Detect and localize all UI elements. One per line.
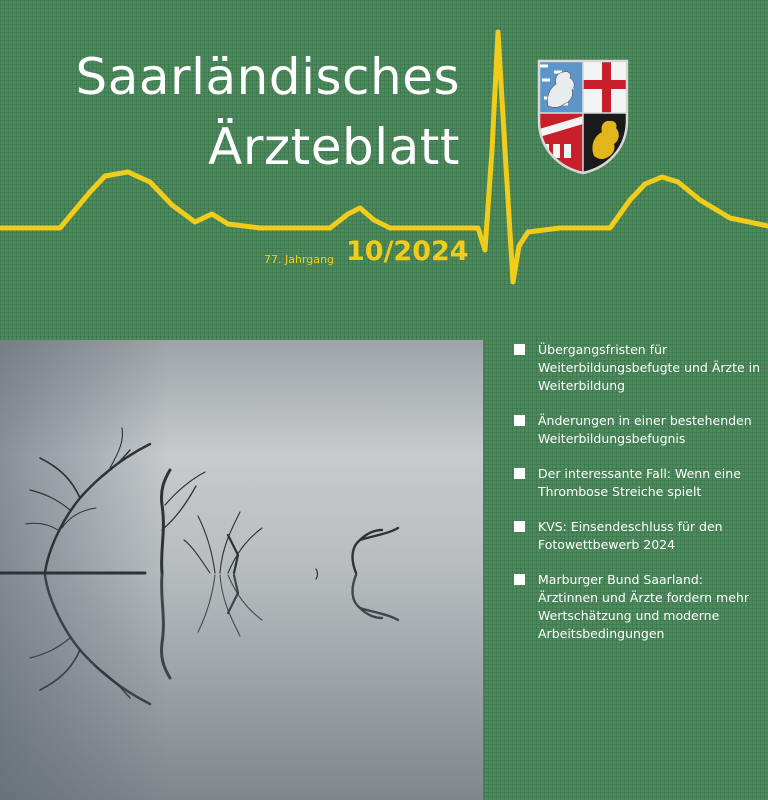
square-bullet-icon: [514, 344, 525, 355]
toc-item-text: Übergangsfristen für Weiterbildungsbefugte und Ärzte in Weiterbildung: [538, 342, 761, 393]
volume-label: 77. Jahrgang: [264, 253, 334, 266]
toc-item-text: Marburger Bund Saarland: Ärztinnen und Ärzte fordern mehr Wertschätzung und moderne Arbeitsbedingungen: [538, 572, 749, 641]
magazine-title-line1: Saarländisches: [75, 48, 460, 106]
issue-number: 10/2024: [346, 236, 469, 267]
saarland-coat-of-arms-icon: [536, 58, 630, 176]
toc-item-text: Änderungen in einer bestehenden Weiterbildungsbefugnis: [538, 413, 752, 446]
toc-item[interactable]: [512, 341, 762, 395]
toc-item-text: Der interessante Fall: Wenn eine Thrombose Streiche spielt: [538, 466, 741, 499]
square-bullet-icon: [514, 468, 525, 479]
toc-item[interactable]: [512, 571, 762, 643]
table-of-contents: [512, 341, 762, 660]
toc-item[interactable]: [512, 465, 762, 501]
misty-lake-trees-photo: [0, 340, 483, 800]
square-bullet-icon: [514, 574, 525, 585]
square-bullet-icon: [514, 415, 525, 426]
toc-item[interactable]: [512, 518, 762, 554]
toc-item[interactable]: [512, 412, 762, 448]
magazine-title-line2: Ärzteblatt: [208, 118, 460, 176]
toc-item-text: KVS: Einsendeschluss für den Fotowettbewerb 2024: [538, 519, 723, 552]
square-bullet-icon: [514, 521, 525, 532]
